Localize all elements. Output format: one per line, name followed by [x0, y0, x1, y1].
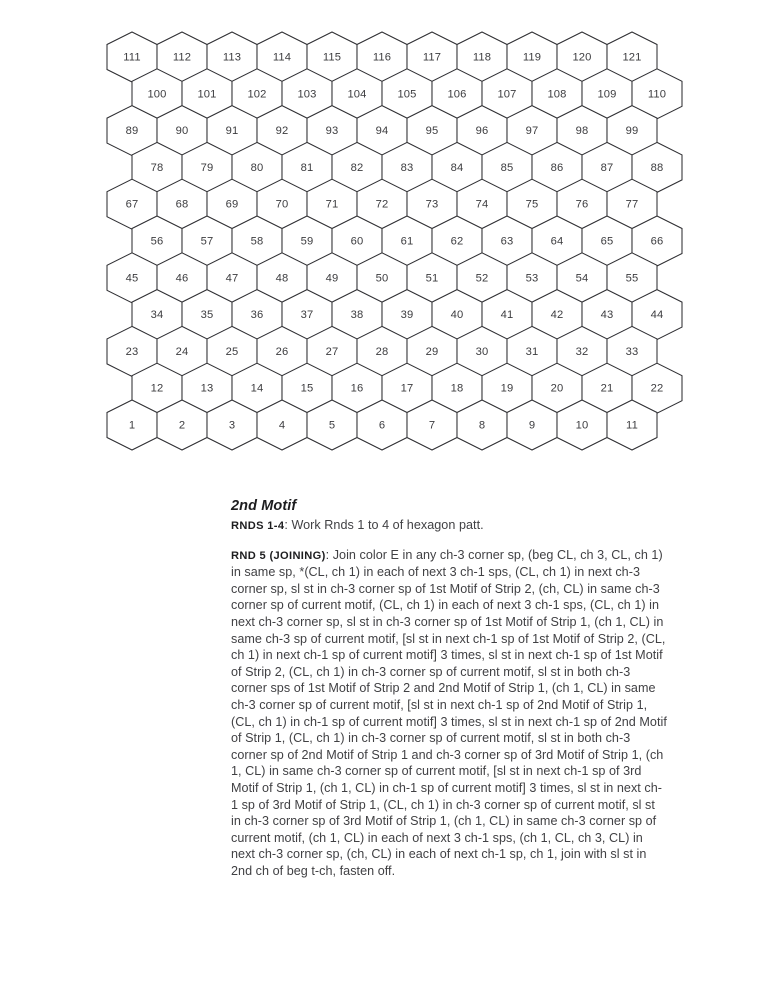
hexagon-label-78: 78: [150, 161, 164, 174]
hexagon-label-88: 88: [650, 161, 664, 174]
hexagon-label-83: 83: [400, 161, 414, 174]
instruction-body-rnd-5-joining: Join color E in any ch-3 corner sp, (beg CL, ch 3, CL, ch 1) in same sp, *(CL, ch 1) in each of next 3 ch-1 sps, (CL, ch 1) in next ch-3 corner sp, sl st in ch-3 corner sp of 1st Motif of Strip 2, (ch, CL) in same ch-3 corner sp of current motif, (CL, ch 1) in each of next 3 ch-1 sps, (CL, ch 1) in next ch-3 corner sp, sl st in ch-3 corner sp of 1st Motif of Strip 1, (ch 1, CL) in same ch-3 sp of current motif, [sl st in next ch-1 sp of 1st Motif of Strip 2, (CL, ch 1) in next ch-1 sp of current motif] 3 times, sl st in next ch-1 sp of 1st Motif of Strip 2, (CL, ch 1) in ch-3 corner sp of current motif, sl st in both ch-3 corner sps of 1st Motif of Strip 2 and 2nd Motif of Strip 1, (ch 1, CL) in same ch-3 corner sp of current motif, [sl st in next ch-1 sp of 2nd Motif of Strip 1, (CL, ch 1) in ch-1 sp of current motif] 3 times, sl st in next ch-1 sp of 2nd Motif of Strip 1, (CL, ch 1) in ch-3 corner sp of current motif, sl st in both ch-3 corner sp of 2nd Motif of Strip 1 and ch-3 corner sp of 3rd Motif of Strip 1, (ch 1, CL) in same ch-3 corner sp of current motif, [sl st in next ch-1 sp of 3rd Motif of Strip 1, (ch 1, CL) in ch-1 sp of current motif] 3 times, sl st in next ch-1 sp of 3rd Motif of Strip 1, (CL, ch 1) in ch-3 corner sp of current motif, sl st in ch-3 corner sp of 3rd Motif of Strip 1, (ch 1, CL) in same ch-3 corner sp of current motif, (ch 1, CL) in each of next 3 ch-1 sps, (ch 1, CL, ch 3, CL) in next ch-3 corner sp, (ch, CL) in each of next ch-1 sp, ch 1, join with sl st in 2nd ch of beg t-ch, fasten off.: [231, 547, 667, 878]
hexagon-label-16: 16: [350, 382, 364, 395]
hexagon-label-96: 96: [475, 125, 489, 138]
hexagon-label-62: 62: [450, 235, 464, 248]
hexagon-label-25: 25: [225, 345, 239, 358]
hexagon-label-72: 72: [375, 198, 389, 211]
hexagon-label-86: 86: [550, 161, 564, 174]
hexagon-label-5: 5: [328, 419, 336, 432]
hexagon-label-76: 76: [575, 198, 589, 211]
hexagon-label-92: 92: [275, 125, 289, 138]
hexagon-label-29: 29: [425, 345, 439, 358]
hexagon-label-70: 70: [275, 198, 289, 211]
hexagon-label-118: 118: [472, 51, 492, 64]
hexagon-label-10: 10: [575, 419, 589, 432]
hexagon-label-6: 6: [378, 419, 386, 432]
instruction-body-rnds-1-4: Work Rnds 1 to 4 of hexagon patt.: [291, 518, 484, 532]
hexagon-label-9: 9: [528, 419, 536, 432]
hexagon-label-17: 17: [400, 382, 414, 395]
hexagon-label-77: 77: [625, 198, 639, 211]
hexagon-label-3: 3: [228, 419, 236, 432]
hexagon-label-105: 105: [397, 88, 417, 101]
hexagon-label-94: 94: [375, 125, 389, 138]
hexagon-label-97: 97: [525, 125, 539, 138]
hexagon-label-51: 51: [425, 272, 439, 285]
hexagon-label-48: 48: [275, 272, 289, 285]
hexagon-label-37: 37: [300, 309, 314, 322]
instruction-paragraph-rnd-5-joining: [231, 547, 667, 880]
hexagon-label-45: 45: [125, 272, 139, 285]
hexagon-label-43: 43: [600, 309, 614, 322]
hexagon-label-31: 31: [525, 345, 539, 358]
round-label-rnd-5-joining: RND 5 (JOINING): [231, 549, 326, 562]
hexagon-label-38: 38: [350, 309, 364, 322]
hexagon-label-74: 74: [475, 198, 489, 211]
hexagon-label-114: 114: [272, 51, 292, 64]
hexagon-label-26: 26: [275, 345, 289, 358]
hexagon-label-115: 115: [322, 51, 342, 64]
hexagon-label-18: 18: [450, 382, 464, 395]
hexagon-label-58: 58: [250, 235, 264, 248]
hexagon-label-117: 117: [422, 51, 442, 64]
hexagon-label-13: 13: [200, 382, 214, 395]
hexagon-label-11: 11: [626, 419, 638, 432]
hexagon-label-112: 112: [172, 51, 192, 64]
hexagon-label-68: 68: [175, 198, 189, 211]
hexagon-label-80: 80: [250, 161, 264, 174]
hexagon-label-36: 36: [250, 309, 264, 322]
hexagon-label-14: 14: [250, 382, 264, 395]
hexagon-label-19: 19: [500, 382, 514, 395]
instructions-block: [231, 498, 667, 879]
hexagon-grid-svg: [0, 0, 762, 470]
hexagon-label-106: 106: [447, 88, 467, 101]
hexagon-label-100: 100: [147, 88, 167, 101]
hexagon-label-111: 111: [123, 51, 141, 64]
hexagon-label-113: 113: [222, 51, 242, 64]
hexagon-label-121: 121: [622, 51, 642, 64]
hexagon-label-120: 120: [572, 51, 592, 64]
hexagon-label-33: 33: [625, 345, 639, 358]
hexagon-label-107: 107: [497, 88, 517, 101]
hexagon-label-44: 44: [650, 309, 664, 322]
hexagon-label-65: 65: [600, 235, 614, 248]
hexagon-label-52: 52: [475, 272, 489, 285]
hexagon-label-57: 57: [200, 235, 214, 248]
hexagon-label-95: 95: [425, 125, 439, 138]
hexagon-grid-group: [107, 32, 682, 450]
hexagon-label-21: 21: [600, 382, 614, 395]
motif-heading: 2nd Motif: [231, 498, 297, 514]
hexagon-label-1: 1: [128, 419, 136, 432]
hexagon-label-63: 63: [500, 235, 514, 248]
hexagon-label-102: 102: [247, 88, 267, 101]
hexagon-label-30: 30: [475, 345, 489, 358]
hexagon-label-75: 75: [525, 198, 539, 211]
hexagon-label-47: 47: [225, 272, 239, 285]
hexagon-label-99: 99: [625, 125, 639, 138]
hexagon-label-54: 54: [575, 272, 589, 285]
hexagon-label-104: 104: [347, 88, 367, 101]
hexagon-label-41: 41: [500, 309, 514, 322]
hexagon-label-55: 55: [625, 272, 639, 285]
hexagon-label-89: 89: [125, 125, 139, 138]
hexagon-label-53: 53: [525, 272, 539, 285]
hexagon-label-98: 98: [575, 125, 589, 138]
hexagon-label-73: 73: [425, 198, 439, 211]
hexagon-label-34: 34: [150, 309, 164, 322]
hexagon-label-109: 109: [597, 88, 617, 101]
hexagon-label-69: 69: [225, 198, 239, 211]
hexagon-label-101: 101: [197, 88, 217, 101]
hexagon-label-71: 71: [325, 198, 339, 211]
hexagon-label-27: 27: [325, 345, 339, 358]
hexagon-label-61: 61: [400, 235, 414, 248]
hexagon-label-119: 119: [522, 51, 542, 64]
hexagon-label-46: 46: [175, 272, 189, 285]
hexagon-label-64: 64: [550, 235, 564, 248]
hexagon-label-81: 81: [300, 161, 314, 174]
hexagon-label-91: 91: [225, 125, 239, 138]
hexagon-label-15: 15: [300, 382, 314, 395]
hexagon-label-90: 90: [175, 125, 189, 138]
hexagon-label-87: 87: [600, 161, 614, 174]
hexagon-label-67: 67: [125, 198, 139, 211]
hexagon-motif-diagram: [0, 0, 762, 470]
hexagon-label-42: 42: [550, 309, 564, 322]
hexagon-label-22: 22: [650, 382, 664, 395]
hexagon-label-60: 60: [350, 235, 364, 248]
round-label-separator: :: [284, 518, 292, 532]
hexagon-label-103: 103: [297, 88, 317, 101]
hexagon-label-23: 23: [125, 345, 139, 358]
hexagon-label-85: 85: [500, 161, 514, 174]
hexagon-label-110: 110: [647, 88, 667, 101]
hexagon-label-79: 79: [200, 161, 214, 174]
hexagon-label-93: 93: [325, 125, 339, 138]
hexagon-label-24: 24: [175, 345, 189, 358]
round-label-separator: :: [325, 547, 333, 562]
hexagon-label-40: 40: [450, 309, 464, 322]
hexagon-label-39: 39: [400, 309, 414, 322]
hexagon-label-66: 66: [650, 235, 664, 248]
instruction-paragraph-rnds-1-4: [231, 517, 667, 535]
hexagon-label-82: 82: [350, 161, 364, 174]
hexagon-label-49: 49: [325, 272, 339, 285]
hexagon-label-8: 8: [478, 419, 486, 432]
hexagon-label-35: 35: [200, 309, 214, 322]
hexagon-label-50: 50: [375, 272, 389, 285]
round-label-rnds-1-4: RNDS 1-4: [231, 520, 285, 532]
hexagon-label-2: 2: [178, 419, 186, 432]
hexagon-label-108: 108: [547, 88, 567, 101]
hexagon-label-28: 28: [375, 345, 389, 358]
hexagon-label-12: 12: [150, 382, 164, 395]
hexagon-label-4: 4: [278, 419, 286, 432]
hexagon-label-116: 116: [372, 51, 392, 64]
hexagon-label-20: 20: [550, 382, 564, 395]
hexagon-label-56: 56: [150, 235, 164, 248]
hexagon-label-84: 84: [450, 161, 464, 174]
hexagon-label-32: 32: [575, 345, 589, 358]
hexagon-label-7: 7: [428, 419, 436, 432]
hexagon-label-59: 59: [300, 235, 314, 248]
